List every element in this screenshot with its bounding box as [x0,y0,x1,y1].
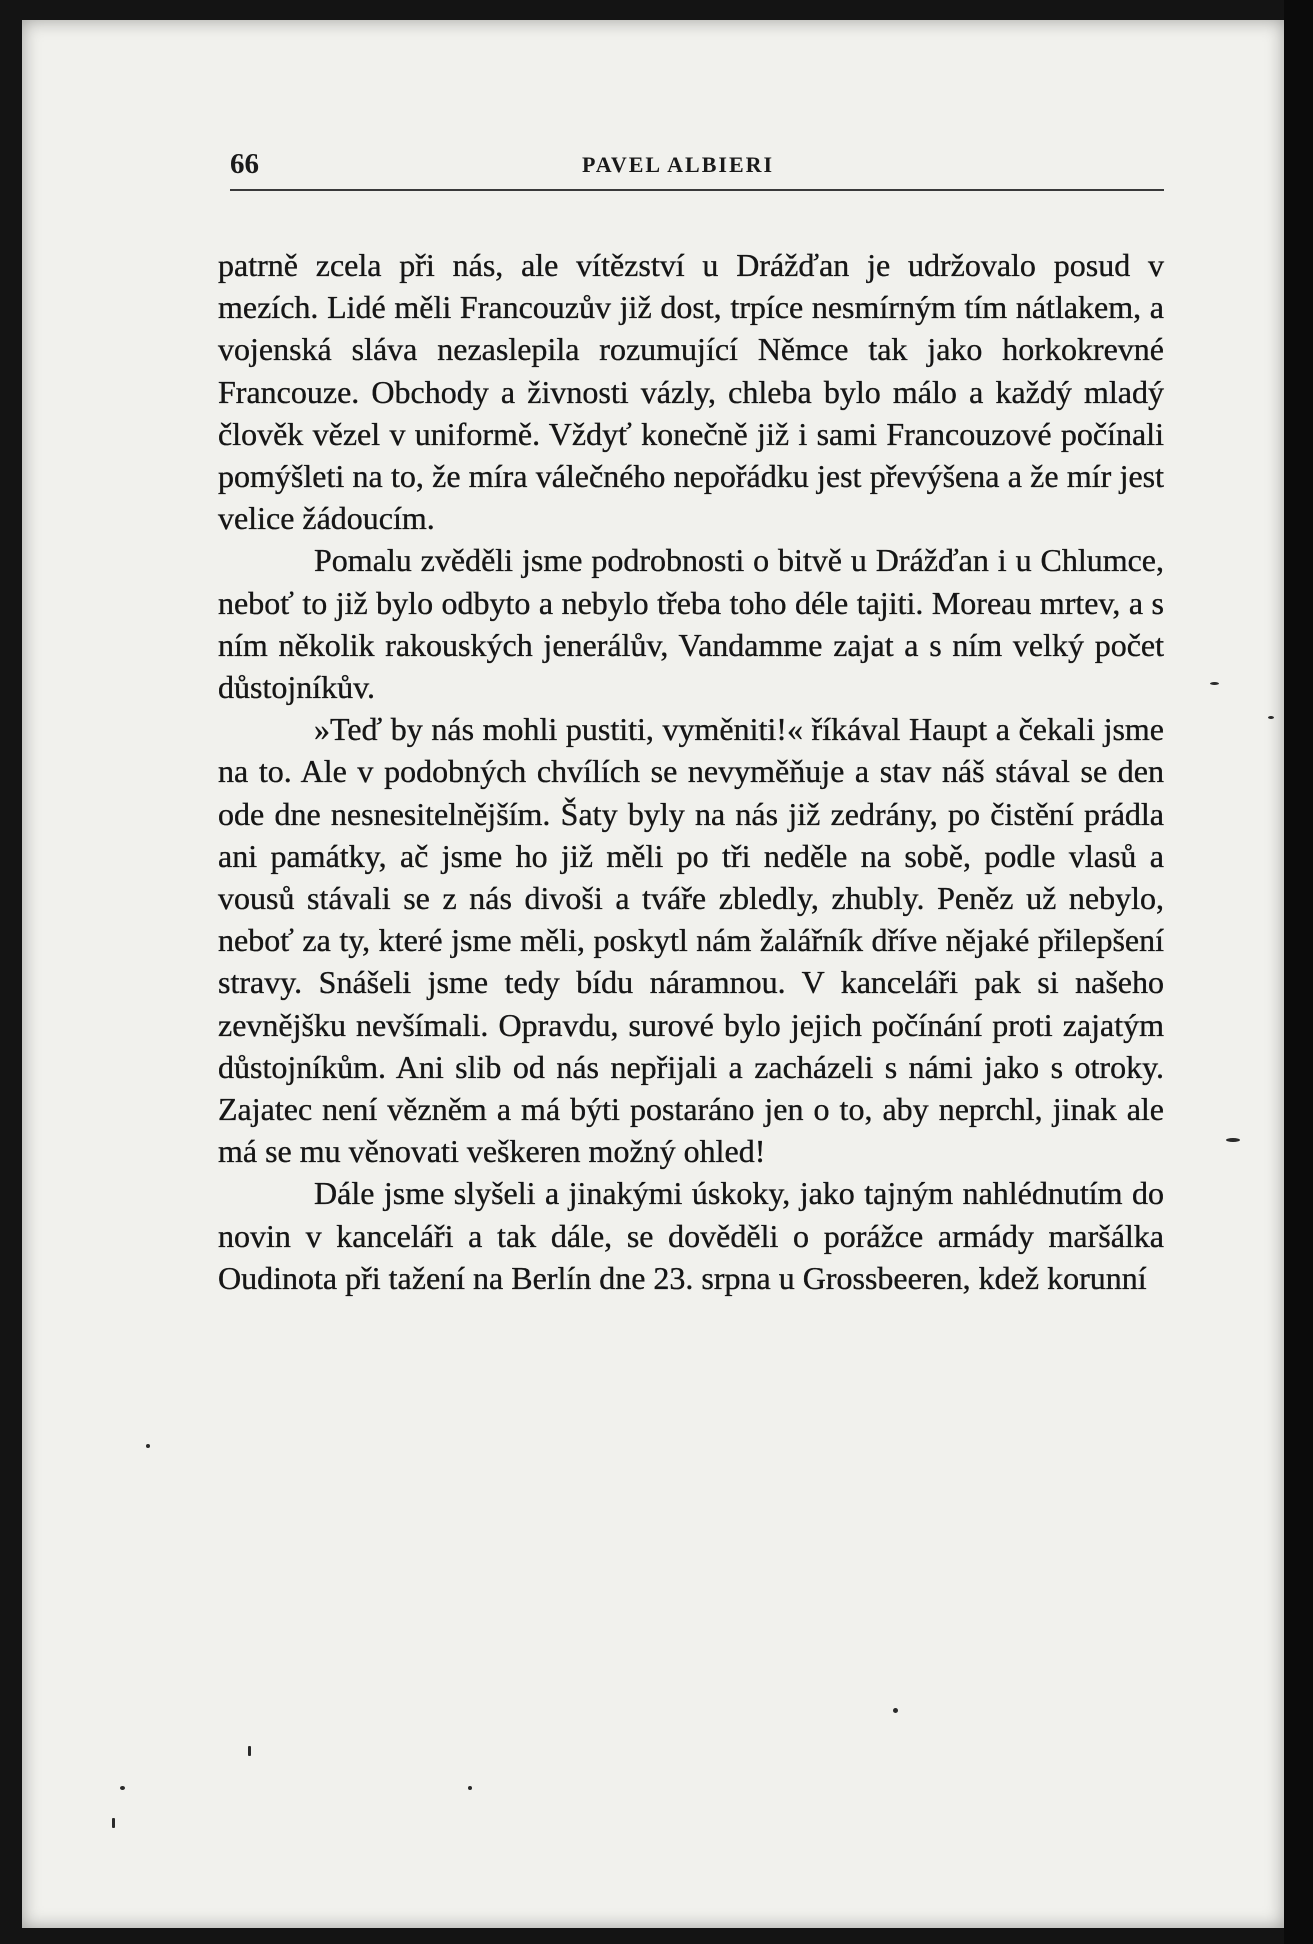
speck [893,1708,898,1713]
page-edge-shadow [1284,0,1313,1944]
page-header [230,148,1164,188]
speck [120,1786,125,1790]
paragraph-1: patrně zcela při nás, ale vítězství u Drážďan je udržovalo posud v mezích. Lidé měli Francouzův již dost, trpíce nesmírným tím nátlakem, a vojenská sláva nezaslepila rozumující Němce tak jako horkokrevné Francouze. Obchody a živnosti vázly, chleba bylo málo a každý mladý člověk vězel v uniformě. Vždyť konečně již i sami Francouzové počínali pomýšleti na to, že míra válečného nepořádku jest převýšena a že mír jest velice žádoucím. [218,247,1164,537]
speck [248,1746,251,1756]
running-head: PAVEL ALBIERI [582,152,775,177]
speck [146,1444,150,1448]
speck [1268,716,1274,719]
page-body [218,244,1164,1299]
paragraph-4: Dále jsme slyšeli a jinakými úskoky, jako tajným nahlédnutím do novin v kanceláři a tak dále, se dověděli o porážce armády maršálka Oudinota při tažení na Berlín dne 23. srpna u Grossbeeren, kdež korunní [218,1175,1164,1296]
speck [468,1786,472,1790]
header-rule [230,189,1164,191]
paragraph-2: Pomalu zvěděli jsme podrobnosti o bitvě u Drážďan i u Chlumce, neboť to již bylo odbyto a nebylo třeba toho déle tajiti. Moreau mrtev, a s ním několik rakouských jenerálův, Vandamme zajat a s ním velký počet důstojníkův. [218,542,1164,706]
paragraph-3: »Teď by nás mohli pustiti, vyměniti!« říkával Haupt a čekali jsme na to. Ale v podobných chvílích se nevyměňuje a stav náš stával se den ode dne nesnesitelnějším. Šaty byly na nás již zedrány, po čistění prádla ani památky, ač jsme ho již měli po tři neděle na sobě, podle vlasů a vousů stávali se z nás divoši a tváře zbledly, zhubly. Peněz už nebylo, neboť za ty, které jsme měli, poskytl nám žalářník dříve nějaké přilepšení stravy. Snášeli jsme tedy bídu náramnou. V kanceláři pak si našeho zevnějšku nevšímali. Opravdu, surové bylo jejich počínání proti zajatým důstojníkům. Ani slib od nás nepřijali a zacházeli s námi jako s otroky. Zajatec není vězněm a má býti postaráno jen o to, aby neprchl, jinak ale má se mu věnovati veškeren možný ohled! [218,711,1164,1170]
speck [112,1818,115,1828]
speck [1226,1138,1240,1142]
speck [1210,682,1219,685]
page-number: 66 [230,148,259,180]
